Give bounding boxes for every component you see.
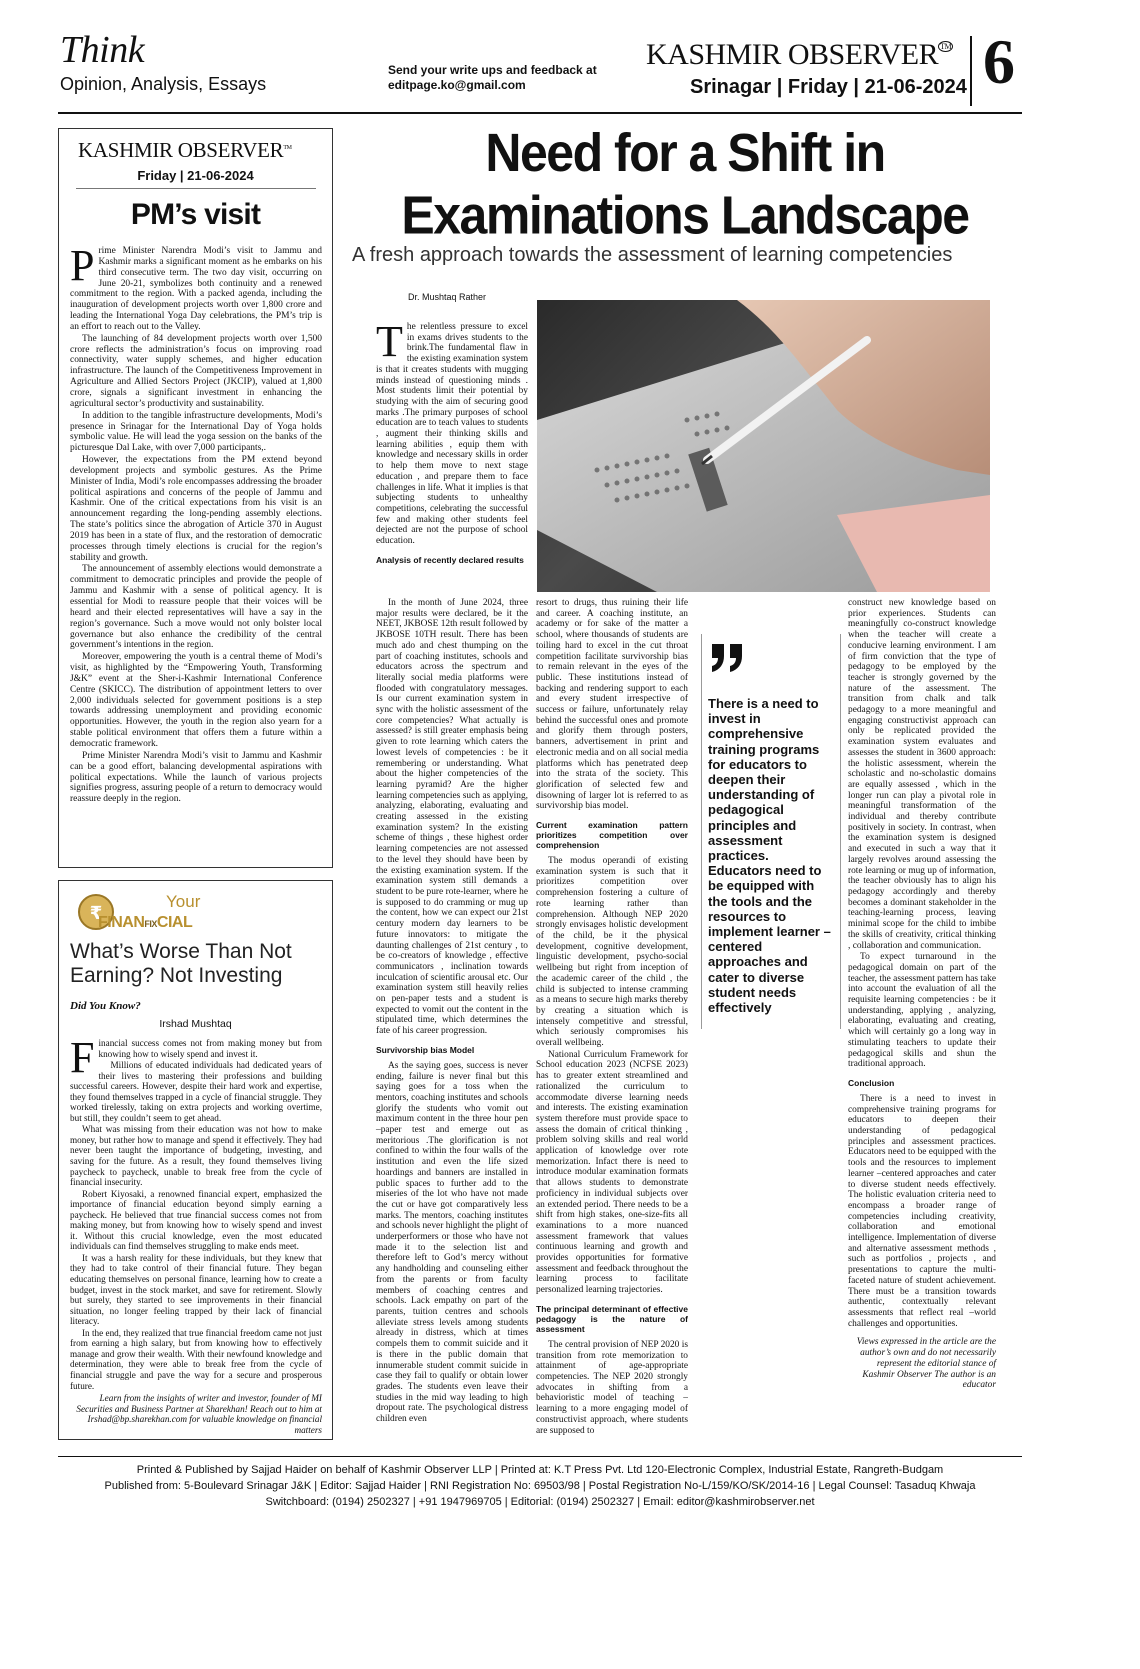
header-rule [58,112,1022,114]
footer-line: Published from: 5-Boulevard Srinagar J&K | Editor: Sajjad Haider | RNI Registration No: 69503/98 | Postal Registration No-L/159/KO/SK/2014-16 | Legal Counsel: Tasaduq Khwaja [104,1480,976,1492]
section-subtitle: Opinion, Analysis, Essays [60,74,267,94]
finance-logo [70,890,210,942]
finance-paragraph: Millions of educated individuals had dedicated years of their lives to mastering their professions and building successful careers. However, despite their hard work and expertise, they found themselves trapped in a cycle of financial struggle. They worked tirelessly, taking on extra projects and working overtime, but still, they couldn’t seem to get ahead. [70,1060,322,1123]
footer-line: Switchboard: (0194) 2502327 | +91 1947969705 | Editorial: (0194) 2502327 | Email: editor@kashmirobserver.net [265,1496,815,1508]
finance-kicker: Did You Know? [70,1000,141,1012]
article-paragraph: resort to drugs, thus ruining their life and career. A coaching institute, an academy or for sake of the matter a school, where thousands of students are toiling hard to excel in the cut throat competition facilitate survivorship bias to remain relevant in the eyes of the public. These institutions instead of backing and rendering support to each and every student irrespective of success or failure, unfortunately relay behind the successful ones and promote and glorify them through posters, banners, advertisement in print and electronic media and on all social media platforms which has penetrated deep into the strata of the society. This glorification of selected few and disowning of larger lot is referred to as survivorship bias model. [536,598,688,812]
feedback-email[interactable]: editpage.ko@gmail.com [388,78,526,92]
editorial-title: PM’s visit [130,198,261,231]
finance-logo-your: Your [166,892,201,911]
finance-logo-cial: CIAL [156,914,193,931]
article-standfirst: A fresh approach towards the assessment of learning competencies [352,244,953,266]
article-photo [537,300,990,592]
subhead-conclusion: Conclusion [848,1077,895,1088]
editorial-paragraph: Moreover, empowering the youth is a central theme of Modi’s visit, as highlighted by the “Empowering Youth, Transforming J&K” event at the Sher-i-Kashmir International Conference Centre (SKICC). The distribution of appointment letters to over 2,000 individuals selected for government positions is a step towards addressing unemployment and providing economic opportunities. However, the youth in the region also yearn for a stable political environment that offers them a future within a democratic framework. [70,652,322,749]
editorial-date-rule [76,188,316,189]
pullquote [708,640,834,1015]
footer-rule [58,1456,1022,1457]
trademark-mark: TM [940,42,952,51]
article-headline-line2: Examinations Landscape [401,185,969,246]
article-column-1 [376,598,528,1426]
finance-body [70,1033,322,1436]
editorial-date: Friday | 21-06-2024 [137,168,254,183]
subhead-principal-determinant: The principal determinant of effective pedagogy is the nature of assessment [536,1303,688,1334]
subhead-analysis: Analysis of recently declared results [376,554,524,565]
editorial-paragraph: Prime Minister Narendra Modi’s visit to Jammu and Kashmir marks a significant moment as he embarks on his third consecutive term. The two day visit, occurring on June 20-21, symbolizes both continuity and a renewed commitment to the region. With a packed agenda, including the inauguration of development projects worth over 1,800 crore and leading the International Yoga Day celebrations, the PM’s trip is an effort to reach out to the Valley. [70,241,322,332]
pullquote-rule [840,634,841,1029]
pullquote-rule [701,634,702,1029]
finance-logo-wordmark [98,914,192,932]
svg-text:₹: ₹ [89,903,103,924]
article-headline [340,121,1030,246]
masthead-text: KASHMIR OBSERVER [646,38,939,71]
editorial-paragraph: Prime Minister Narendra Modi’s visit to Jammu and Kashmir can be a good effort, balancing developmental aspirations with political expectations. While the launch of various projects signifies progress, assuring people of a return to democracy would reassure deeply in the region. [70,750,322,805]
subhead-current-pattern: Current examination pattern prioritizes competition over comprehension [536,820,688,851]
editorial-paragraph: The launching of 84 development projects worth over 1,500 crore reflects the administration’s focus on improving road connectivity, water supply schemes, and higher education infrastructure. The launch of the Competitiveness Improvement in Agriculture and Allied Sectors Project (JKCIP), valued at 1,800 crore, signals a significant investment in enhancing the agricultural sector’s productivity and sustainability. [70,333,322,409]
finance-paragraph: What was missing from their education was not how to make money, but rather how to manage and spend it effectively. They had never been taught the importance of budgeting, investing, and saving for the future. As a result, they found themselves living paycheck to paycheck, unable to break free from the cycle of financial insecurity. [70,1124,322,1188]
footer-line: Printed & Published by Sajjad Haider on behalf of Kashmir Observer LLP | Printed at: K.T Press Pvt. Ltd 120-Electronic Complex, Industrial Estate, Rangreth-Budgam [136,1464,944,1476]
article-paragraph: There is a need to invest in comprehensive training programs for educators to deepen their understanding of pedagogical principles and assessment practices. Educators need to be equipped with the tools and the resources to implement learner –centered approaches and cater to diverse student needs effectively. The holistic evaluation criteria need to encompass a broader range of competencies including creativity, collaboration and emotional intelligence. Implementation of diverse and alternative assessment methods , such as portfolios , projects , and presentations to capture the multi-faceted nature of student achievement. There must be a transition towards authentic, contextually relevant assessments that reflect real –world challenges and opportunities. [848,1093,996,1329]
masthead [646,38,953,72]
editorial-paragraph: The announcement of assembly elections would demonstrate a commitment to democratic principles and provide the people of Jammu and Kashmir with a sense of political agency. It is essential for Modi to reassure people that their voices will be heard and their elected representatives will have a say in the region’s governance. Such a move would not only bolster local governance but also enhance the credibility of the central government’s intentions in the region. [70,564,322,651]
finance-paragraph: Financial success comes not from making money but from knowing how to wisely spend and invest it. [70,1033,322,1082]
finance-logo-fix: FIX [144,919,157,929]
date-line: Srinagar | Friday | 21-06-2024 [690,76,967,98]
editorial-paragraph: However, the expectations from the PM extend beyond development projects and symbolic gestures. As the Prime Minister of India, Modi’s role encompasses addressing the broader political aspirations and concerns of the people of Jammu and Kashmir. One of the critical expectations from his visit is an announcement regarding the long-pending assembly elections. The state’s politics since the abrogation of Article 370 in August 2019 has been in a state of flux, and the restoration of democratic processes through timely elections is crucial for the region’s stability and growth. [70,455,322,563]
article-column-2 [536,598,688,1437]
header-divider [970,36,972,106]
article-paragraph: The central provision of NEP 2020 is transition from rote memorization to attainment of age-appropriate competencies. The NEP 2020 strongly advocates in shifting from a behavioristic model of teaching –learning to a more engaging model of constructivist approach, where students are supposed to [536,1339,688,1436]
finance-author: Irshad Mushtaq [159,1018,232,1030]
article-headline-line1: Need for a Shift in [485,122,885,183]
pullquote-text: There is a need to invest in comprehensive training programs for educators to deepen their understanding of pedagogical principles and assessment practices. Educators need to be equipped with the tools and the resources to implement learner –centered approaches and cater to diverse student needs effectively [708,696,831,1016]
quote-marks-icon [708,640,748,674]
feedback-line: Send your write ups and feedback at [388,63,597,77]
article-paragraph: National Curriculum Framework for School education 2023 (NCFSE 2023) has to greater extent streamlined and rationalized the curriculum to accommodate diverse learning needs and interests. The existing examination system therefore must provide space to assess the domain of critical thinking , problem solving skills and real world application of knowledge over rote memorization. Infact there is need to introduce modular examination formats that allows students to demonstrate proficiency in individual subjects over an extended period. There needs to be a shift from high stakes, one-size-fits all examinations to a more nuanced assessment framework that values continuous learning and growth and provides opportunities for formative assessment and feedback throughout the learning process to facilitate personalized learning trajectories. [536,1049,688,1296]
section-title: Think [60,29,145,71]
finance-logo-fin: FINAN [98,914,145,931]
article-paragraph: As the saying goes, success is never ending, failure is never final but this saying goes for a toss when the mentors, coaching institutes and schools glorify the students who vomit out maximum content in the three hour pen –paper test and emerge out as meritorious .The glorification is not confined to within the four walls of the institution and even the life sized hoardings and banners are installed in public spaces to further add to the miseries of the lot who have not made the cut or have got comparatively less marks. The mentors, coaching institutes and schools never highlight the plight of underperformers or those who have not made it to the selection list and therefore left to God’s mercy without any handholding and counseling either from the parents or from faculty members of coaching centres and schools. Lack empathy on part of the parents, tuition centres and schools alleviate stress levels among students already in distress, which at times compels them to commit suicide and it is there in the public domain that innumerable student commit suicide in case they fail to qualify or obtain lower grades. The students even leave their studies in the mid way leading to high dropout rate. The psychological distress children even [376,1060,528,1425]
article-paragraph: construct new knowledge based on prior experiences. Students can meaningfully co-construct knowledge when the teacher will create a conducive learning environment. I am of firm conviction that the type of pedagogy to be employed by the teacher is strongly governed by the nature of the assessment. The transition from chalk and talk pedagogy to a more meaningful and engaging constructivist approach can only be replicated provided the examination system evaluates and assesses the student in 3600 approach: the holistic assessment, wherein the scholastic and no-scholastic domains are equally assessed , which in the longer run can play a pivotal role in meaningful transformation of the individual and thereby contribute positively in society. In contrast, when the examination system is designed and executed in such a way that it largely revolves around assessing the rote learning or mug up of information, the teacher obviously has to align his pedagogy accordingly and thereby becomes a dominant stakeholder in the teaching-learning process, leaving minimal scope for the child to imbibe the skills of creativity, critical thinking , collaboration and communication. [848,598,996,951]
finance-footnote: Learn from the insights of writer and investor, founder of MI Securities and Business Partner at Sharekhan! Reach out to him at Irshad@bp.sharekhan.com for valuable knowledge on financial matters [76,1393,322,1435]
editorial-body [70,241,322,806]
footer-imprint [58,1462,1022,1510]
finance-paragraph: It was a harsh reality for these individuals, but they knew that they had to take control of their financial future. They began educating themselves on personal finance, learning how to create a budget, invest in the stock market, and save for retirement. Slowly but surely, they started to see improvements in their financial situation, no longer feeling trapped by their lack of financial literacy. [70,1252,322,1327]
editorial-masthead [78,138,292,163]
article-paragraph: The modus operandi of existing examination system is such that it prioritizes competition over comprehension fostering a culture of rote learning rather than comprehension. Although NEP 2020 strongly envisages holistic development of the child, be it the physical development, cognitive development, linguistic development, psycho-social wellbeing but right from inception of the academic career of the child , the child is subjected to intense cramming as a means to secure high marks thereby by creating a situation which is intensely competitive and stressful, which seriously compromises his overall wellbeing. [536,856,688,1049]
article-disclaimer: Views expressed in the article are the author’s own and do not necessarily represent the editorial stance of Kashmir Observer The author is an educator [856,1337,996,1391]
editorial-masthead-text: KASHMIR OBSERVER [78,138,284,162]
page-number: 6 [983,26,1015,97]
finance-title: What’s Worse Than Not Earning? Not Investing [70,940,292,987]
editorial-paragraph: In addition to the tangible infrastructure developments, Modi’s presence in Srinagar for the International Day of Yoga holds symbolic value. He will lead the yoga session on the banks of the picturesque Dal Lake, with over 7,000 participants,. [70,410,322,454]
article-paragraph: To expect turnaround in the pedagogical domain on part of the teacher, the assessment pattern has take into account the evaluation of all the requisite learning competencies : be it understanding, applying , analyzing, elaborating, evaluating and creating, which will certainly go a long way in stimulating teachers to update their pedagogical skills and shun the traditional approach. [848,952,996,1070]
article-paragraph: In the month of June 2024, three major results were declared, be it the NEET, JKBOSE 12th result followed by JKBOSE 10TH result. There has been much ado and chest thumping on the part of coaching institutes, schools and educators across the spectrum and literally social media platforms were flooded with congratulatory messages. Is our current examination system in sync with the holistic assessment of the core competencies? What actually is assessed? is still greater emphasis being given to rote learning which caters the lowest levels of competencies : be it remembering or understanding. What about the higher competencies of the learning pyramid? Are the higher learning competencies such as applying, analyzing, elaborating, evaluating and creating assessed in the existing examination system? In the existing scheme of things , these highest order learning competencies are not assessed to the level they should have been by the existing examination system. If the examination system still demands a student to be pure rote-learner, where he is supposed to do cramming or mug up the content, how we can expect our 21st century modern day learners to be future innovators: to mitigate the daunting challenges of 21st century , to be co-creators of knowledge , effective communicators , inclination towards inculcation of scientific arousal etc. Our examination system still heavily relies on pen-paper tests and a student is expected to vomit out the content in the stipulated time, which determines the fate of his career progression. [376,598,528,1037]
exam-answer-sheet-photo [537,300,990,592]
editorial-trademark: TM [283,145,292,151]
article-paragraph: The relentless pressure to excel in exams drives students to the brink.The fundamental flaw in the existing examination system is that it creates students with mugging minds instead of questioning minds . Most students limit their potential by studying with the aim of securing good marks .The primary purposes of school education are to teach values to students , augment their thinking skills and learning abilities , equip them with knowledge and necessary skills in order to help them move to next stage education , and prepare them to face challenges in life. What it implies is that subjecting students to unhealthy competitions, celebrating the successful few and making other students feel dejected are not the purpose of school education. [376,317,528,547]
article-byline: Dr. Mushtaq Rather [408,292,487,302]
finance-paragraph: Robert Kiyosaki, a renowned financial expert, emphasized the importance of financial education beyond simply earning a paycheck. He believed that true financial success comes not from making money, but from knowing how to wisely spend and invest it. Without this crucial knowledge, even the most educated individuals can find themselves struggling to make ends meet. [70,1188,322,1252]
article-intro [376,317,528,571]
article-column-4 [848,598,996,1392]
finance-paragraph: In the end, they realized that true financial freedom came not just from earning a high salary, but from knowing how to effectively manage and grow their wealth. With their newfound knowledge and determination, they were able to break free from the cycle of financial struggle and pave the way for a secure and prosperous future. [70,1327,322,1391]
subhead-survivorship: Survivorship bias Model [376,1044,475,1055]
